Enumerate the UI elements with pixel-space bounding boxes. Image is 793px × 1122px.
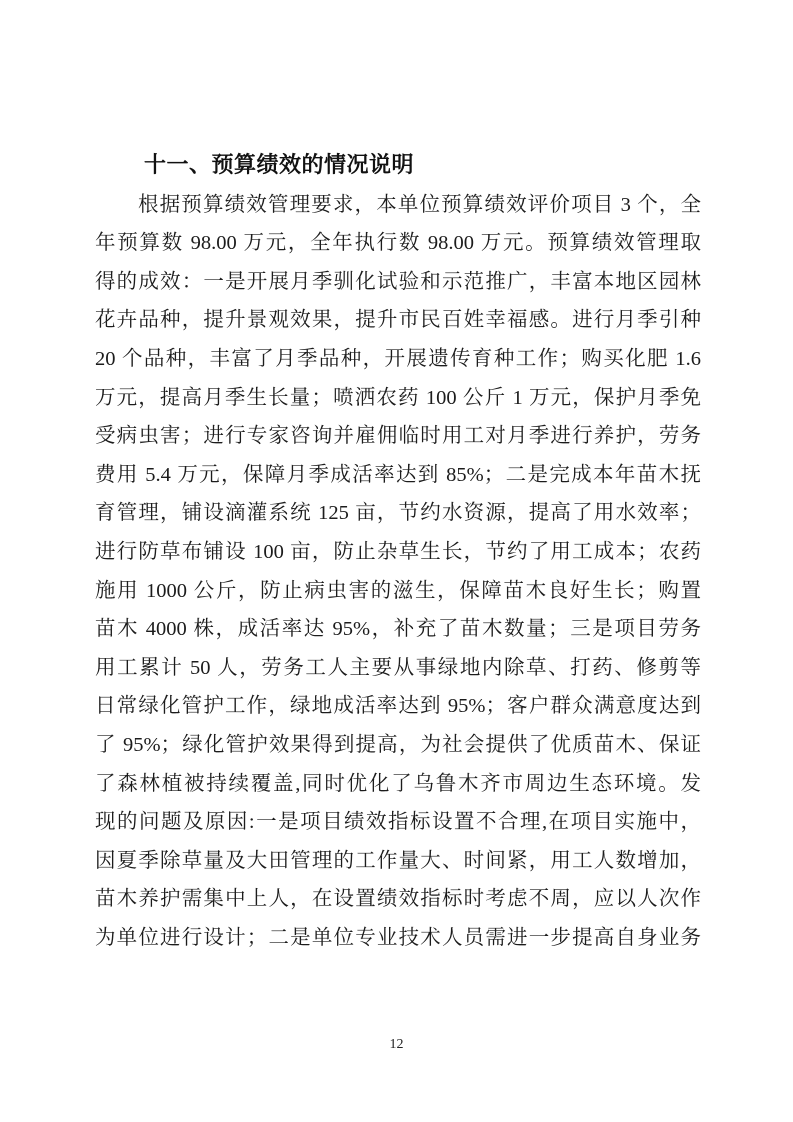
body-line: 了 95%；绿化管护效果得到提高，为社会提供了优质苗木、保证 <box>95 733 701 756</box>
body-line: 得的成效：一是开展月季驯化试验和示范推广，丰富本地区园林 <box>95 270 701 293</box>
body-line: 受病虫害；进行专家咨询并雇佣临时用工对月季进行养护，劳务 <box>95 425 701 448</box>
body-line: 现的问题及原因:一是项目绩效指标设置不合理,在项目实施中， <box>95 811 701 834</box>
section-heading: 十一、预算绩效的情况说明 <box>144 153 415 178</box>
body-line: 育管理，铺设滴灌系统 125 亩，节约水资源，提高了用水效率； <box>95 502 701 525</box>
body-line: 年预算数 98.00 万元，全年执行数 98.00 万元。预算绩效管理取 <box>95 232 701 255</box>
body-line: 因夏季除草量及大田管理的工作量大、时间紧，用工人数增加， <box>95 849 701 872</box>
body-line: 根据预算绩效管理要求，本单位预算绩效评价项目 3 个，全 <box>138 193 701 216</box>
body-line: 施用 1000 公斤，防止病虫害的滋生，保障苗木良好生长；购置 <box>95 579 701 602</box>
body-line: 用工累计 50 人，劳务工人主要从事绿地内除草、打药、修剪等 <box>95 656 701 679</box>
body-line: 花卉品种，提升景观效果，提升市民百姓幸福感。进行月季引种 <box>95 309 701 332</box>
body-line: 苗木 4000 株，成活率达 95%，补充了苗木数量；三是项目劳务 <box>95 618 701 641</box>
body-line: 苗木养护需集中上人，在设置绩效指标时考虑不周，应以人次作 <box>95 888 701 911</box>
body-line: 日常绿化管护工作，绿地成活率达到 95%；客户群众满意度达到 <box>95 695 701 718</box>
document-content <box>95 147 701 957</box>
body-line: 万元，提高月季生长量；喷洒农药 100 公斤 1 万元，保护月季免 <box>95 386 701 409</box>
body-line: 为单位进行设计；二是单位专业技术人员需进一步提高自身业务 <box>95 926 701 949</box>
body-paragraph <box>95 186 701 958</box>
page-number: 12 <box>389 1037 404 1052</box>
body-line: 了森林植被持续覆盖,同时优化了乌鲁木齐市周边生态环境。发 <box>95 772 701 795</box>
body-line: 20 个品种，丰富了月季品种，开展遗传育种工作；购买化肥 1.6 <box>95 347 701 370</box>
body-line: 进行防草布铺设 100 亩，防止杂草生长，节约了用工成本；农药 <box>95 540 701 563</box>
body-line: 费用 5.4 万元，保障月季成活率达到 85%；二是完成本年苗木抚 <box>95 463 701 486</box>
